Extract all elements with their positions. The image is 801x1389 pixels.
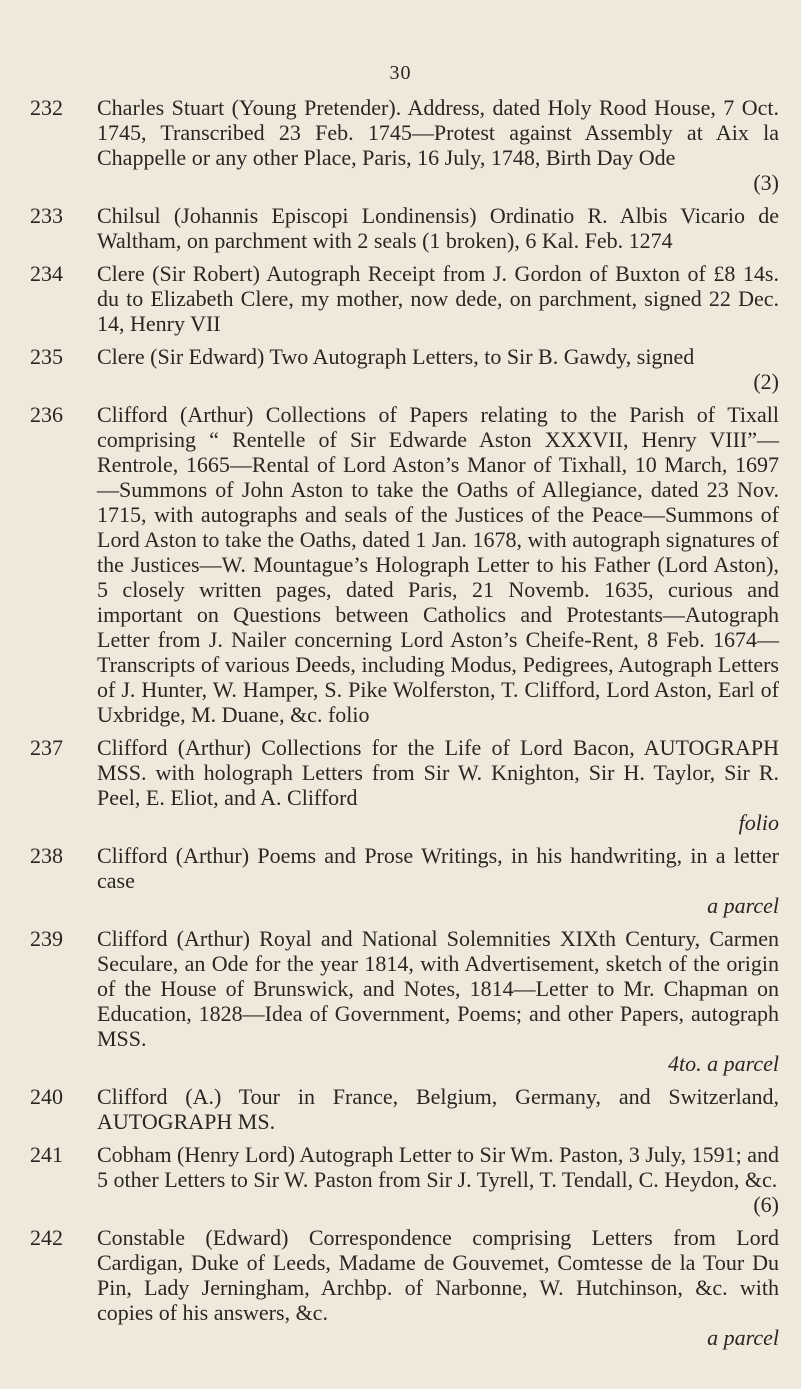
- lot-entry-240: [0, 1084, 801, 1134]
- lot-format: folio: [738, 810, 779, 835]
- lot-description: Charles Stuart (Young Pretender). Address, dated Holy Rood House, 7 Oct. 1745, Transcribed 23 Feb. 1745—Protest against Assembly at Aix la Chappelle or any other Place, Paris, 16 July, 1748, Birth Day Ode: [97, 95, 779, 170]
- lot-description: Cobham (Henry Lord) Autograph Letter to Sir Wm. Paston, 3 July, 1591; and 5 other Letters to Sir W. Paston from Sir J. Tyrell, T. Tendall, C. Heydon, &c.: [97, 1142, 779, 1192]
- lot-quantity: (6): [753, 1192, 779, 1217]
- lot-list: [0, 95, 801, 1358]
- lot-quantity: (2): [753, 369, 779, 394]
- lot-entry-238: [0, 843, 801, 918]
- lot-format: 4to. a parcel: [668, 1051, 779, 1076]
- lot-entry-242: [0, 1225, 801, 1350]
- lot-number: 238: [30, 843, 63, 868]
- lot-number: 239: [30, 926, 63, 951]
- lot-quantity: (3): [753, 170, 779, 195]
- lot-format: a parcel: [707, 893, 779, 918]
- lot-number: 242: [30, 1225, 63, 1250]
- lot-entry-235: [0, 344, 801, 394]
- lot-entry-236: [0, 402, 801, 727]
- lot-entry-233: [0, 203, 801, 253]
- lot-entry-234: [0, 261, 801, 336]
- lot-entry-232: [0, 95, 801, 195]
- lot-description: Clifford (Arthur) Poems and Prose Writings, in his handwriting, in a letter case: [97, 843, 779, 893]
- lot-description: Clifford (A.) Tour in France, Belgium, Germany, and Switzerland, AUTOGRAPH MS.: [97, 1084, 779, 1134]
- lot-number: 237: [30, 735, 63, 760]
- lot-number: 235: [30, 344, 63, 369]
- lot-entry-237: [0, 735, 801, 835]
- lot-number: 233: [30, 203, 63, 228]
- lot-number: 234: [30, 261, 63, 286]
- lot-entry-241: [0, 1142, 801, 1217]
- lot-number: 232: [30, 95, 63, 120]
- lot-description: Clifford (Arthur) Royal and National Solemnities XIXth Century, Carmen Seculare, an Ode for the year 1814, with Advertisement, sketch of the origin of the House of Brunswick, and Notes, 1814—Letter to Mr. Chapman on Education, 1828—Idea of Government, Poems; and other Papers, autograph MSS.: [97, 926, 779, 1051]
- lot-description: Clere (Sir Robert) Autograph Receipt from J. Gordon of Buxton of £8 14s. du to Elizabeth Clere, my mother, now dede, on parchment, signed 22 Dec. 14, Henry VII: [97, 261, 779, 336]
- lot-number: 236: [30, 402, 63, 427]
- lot-description: Chilsul (Johannis Episcopi Londinensis) Ordinatio R. Albis Vicario de Waltham, on parchment with 2 seals (1 broken), 6 Kal. Feb. 1274: [97, 203, 779, 253]
- lot-description: Clifford (Arthur) Collections of Papers relating to the Parish of Tixall comprising “ Rentelle of Sir Edwarde Aston XXXVII, Henry VIII”—Rentrole, 1665—Rental of Lord Aston’s Manor of Tixhall, 10 March, 1697—Summons of John Aston to take the Oaths of Allegiance, dated 23 Nov. 1715, with autographs and seals of the Justices of the Peace—Summons of Lord Aston to take the Oaths, dated 1 Jan. 1678, with autograph signatures of the Justices—W. Mountague’s Holograph Letter to his Father (Lord Aston), 5 closely written pages, dated Paris, 21 Novemb. 1635, curious and important on Questions between Catholics and Protestants—Autograph Letter from J. Nailer concerning Lord Aston’s Cheife-Rent, 8 Feb. 1674—Transcripts of various Deeds, including Modus, Pedigrees, Autograph Letters of J. Hunter, W. Hamper, S. Pike Wolferston, T. Clifford, Lord Aston, Earl of Uxbridge, M. Duane, &c. folio: [97, 402, 779, 727]
- lot-entry-239: [0, 926, 801, 1076]
- lot-number: 241: [30, 1142, 63, 1167]
- lot-format: a parcel: [707, 1325, 779, 1350]
- lot-description: Constable (Edward) Correspondence comprising Letters from Lord Cardigan, Duke of Leeds, Madame de Gouvemet, Comtesse de la Tour Du Pin, Lady Jerningham, Archbp. of Narbonne, W. Hutchinson, &c. with copies of his answers, &c.: [97, 1225, 779, 1325]
- page-number: 30: [389, 62, 412, 84]
- lot-number: 240: [30, 1084, 63, 1109]
- lot-description: Clifford (Arthur) Collections for the Life of Lord Bacon, AUTOGRAPH MSS. with holograph Letters from Sir W. Knighton, Sir H. Taylor, Sir R. Peel, E. Eliot, and A. Clifford: [97, 735, 779, 810]
- lot-description: Clere (Sir Edward) Two Autograph Letters, to Sir B. Gawdy, signed: [97, 344, 695, 369]
